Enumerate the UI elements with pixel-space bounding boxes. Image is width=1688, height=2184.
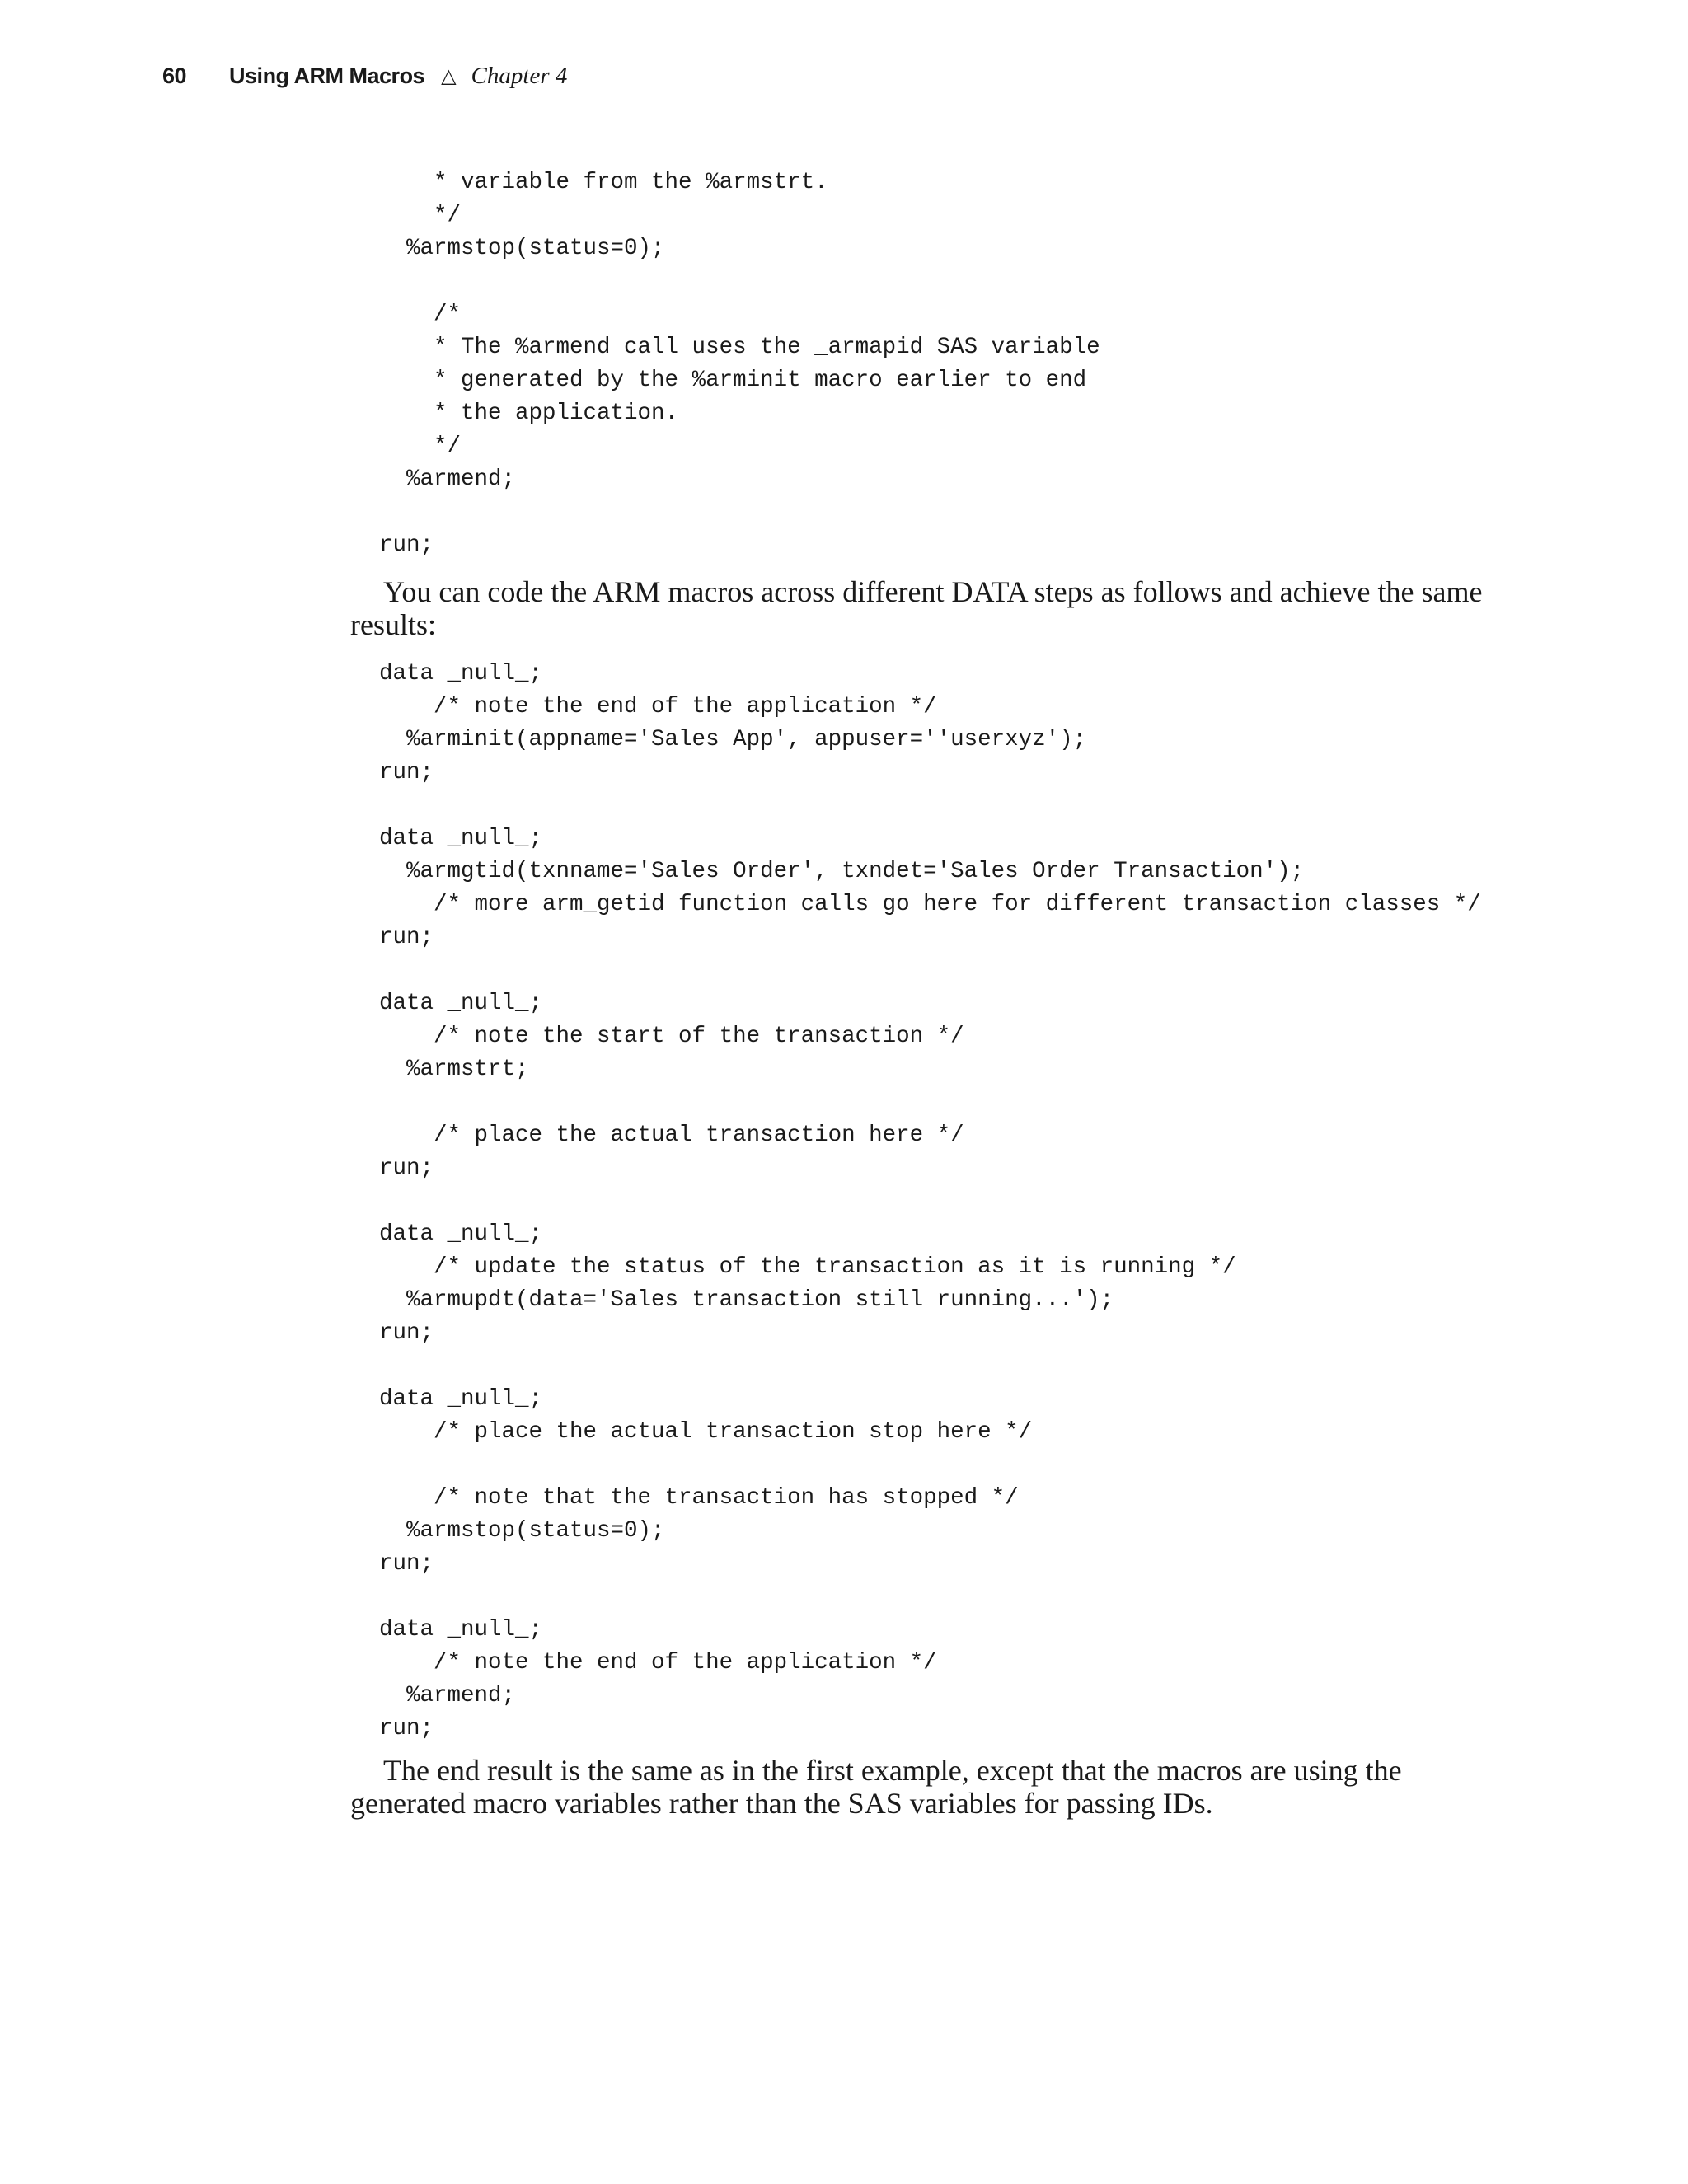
conclusion-paragraph: The end result is the same as in the first example, except that the macros are using the generated macro variables rather than the SAS variables for passing IDs.	[350, 1754, 1402, 1820]
code-block-data-steps: data _null_; /* note the end of the application */ %arminit(appname='Sales App', appuser=''userxyz'); run; data _null_; %armgtid(txnname='Sales Order', txndet='Sales Order Transaction'); /* more arm_getid function calls go here for different transaction classes */ run; data _null_; /* note the start of the transaction */ %armstrt; /* place the actual transaction here */ run; data _null_; /* update the status of the transaction as it is running */ %armupdt(data='Sales transaction still running...'); run; data _null_; /* place the actual transaction stop here */ /* note that the transaction has stopped */ %armstop(status=0); run; data _null_; /* note the end of the application */ %armend; run;	[379, 661, 1481, 1741]
intro-paragraph: You can code the ARM macros across different DATA steps as follows and achieve the same results:	[350, 575, 1483, 641]
chapter-label: Chapter 4	[471, 62, 568, 89]
triangle-separator-icon: △	[441, 64, 457, 87]
code-block-continuation: * variable from the %armstrt. */ %armstop(status=0); /* * The %armend call uses the _armapid SAS variable * generated by the %arminit macro earlier to end * the application. */ %armend; run;	[379, 170, 1100, 558]
page-number: 60	[162, 63, 187, 88]
running-header	[162, 58, 567, 94]
section-title: Using ARM Macros	[229, 63, 425, 88]
